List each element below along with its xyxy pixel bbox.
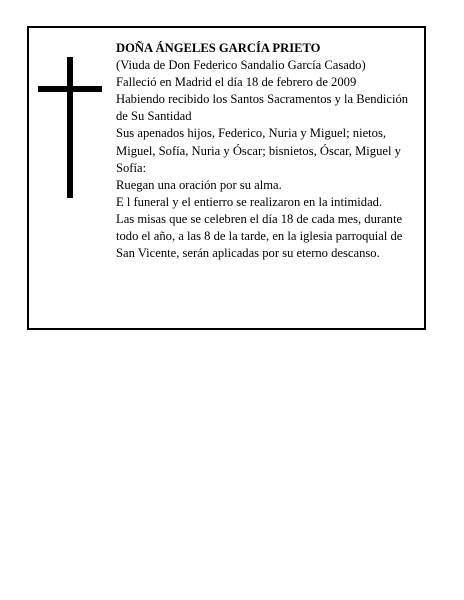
- cross-icon-vertical-bar: [67, 57, 73, 198]
- notice-text-block: [116, 40, 422, 262]
- funeral-line: E l funeral y el entierro se realizaron en la intimidad.: [116, 194, 383, 209]
- death-line: Falleció en Madrid el día 18 de febrero de 2009: [116, 75, 357, 90]
- prayer-line: Ruegan una oración por su alma.: [116, 177, 282, 192]
- widow-line: (Viuda de Don Federico Sandalio García Casado): [116, 58, 366, 73]
- family-line: Sus apenados hijos, Federico, Nuria y Miguel; nietos, Miguel, Sofía, Nuria y Óscar; bisnietos, Óscar, Miguel y Sofía:: [116, 126, 401, 175]
- deceased-name: DOÑA ÁNGELES GARCÍA PRIETO: [116, 41, 321, 55]
- sacraments-line: Habiendo recibido los Santos Sacramentos y la Bendición de Su Santidad: [116, 92, 409, 124]
- masses-line: Las misas que se celebren el día 18 de cada mes, durante todo el año, a las 8 de la tarde, en la iglesia parroquial de San Vicente, serán aplicadas por su eterno descanso.: [116, 211, 403, 261]
- obituary-notice: [27, 26, 426, 330]
- cross-icon-horizontal-bar: [38, 86, 102, 92]
